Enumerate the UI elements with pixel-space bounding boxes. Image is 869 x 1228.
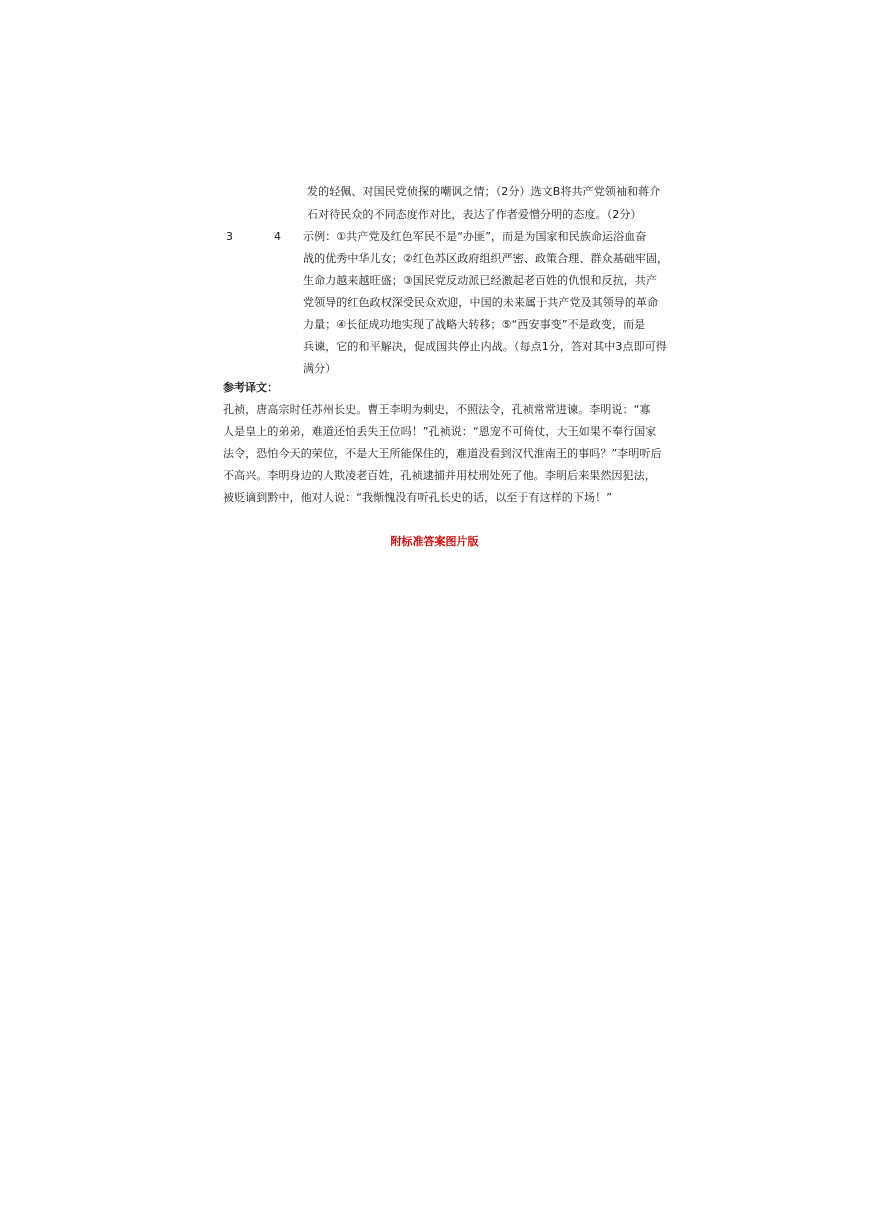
q4-answer-line-1: 示例：①共产党及红色军民不是“办匪”，而是为国家和民族命运浴血奋: [303, 230, 647, 243]
translation-line-4: 不高兴。李明身边的人欺凌老百姓，孔祯逮捕并用杖刑处死了他。李明后来果然因犯法，: [223, 469, 656, 482]
q4-answer-line-7: 满分）: [303, 362, 337, 375]
q4-answer-line-2: 战的优秀中华儿女；②红色苏区政府组织严密、政策合理、群众基础牢固，: [303, 252, 669, 265]
question-number-3: 3: [226, 230, 234, 243]
translation-line-1: 孔祯，唐高宗时任苏州长史。曹王李明为刺史，不照法令，孔祯常常进谏。李明说：“寡: [223, 403, 651, 416]
translation-heading: 参考译文：: [223, 381, 278, 394]
q4-answer-line-4: 党领导的红色政权深受民众欢迎，中国的未来属于共产党及其领导的革命: [303, 296, 659, 309]
question-number-4: 4: [274, 230, 282, 243]
answer-continuation-line-2: 石对待民众的不同态度作对比，表达了作者爱憎分明的态度。（2分）: [307, 208, 642, 221]
translation-line-3: 法令，恐怕今天的荣位，不是大王所能保住的，难道没看到汉代淮南王的事吗？”李明听后: [223, 447, 662, 460]
footer-answer-image-note: 附标准答案图片版: [390, 535, 479, 548]
q4-answer-line-5: 力量；④长征成功地实现了战略大转移；⑤“西安事变”不是政变，而是: [303, 318, 646, 331]
q4-answer-line-3: 生命力越来越旺盛；③国民党反动派已经激起老百姓的仇恨和反抗，共产: [303, 274, 658, 287]
q4-answer-line-6: 兵谏，它的和平解决，促成国共停止内战。（每点1分，答对其中3点即可得: [303, 340, 667, 353]
answer-continuation-line-1: 发的轻佩、对国民党侦探的嘲讽之情；（2分）选文B将共产党领袖和蒋介: [307, 185, 661, 198]
translation-line-2: 人是皇上的弟弟，难道还怕丢失王位吗！”孔祯说：“恩宠不可倚仗，大王如果不奉行国家: [223, 425, 657, 438]
translation-line-5: 被贬谪到黔中，他对人说：“我惭愧没有听孔长史的话，以至于有这样的下场！”: [223, 491, 612, 504]
